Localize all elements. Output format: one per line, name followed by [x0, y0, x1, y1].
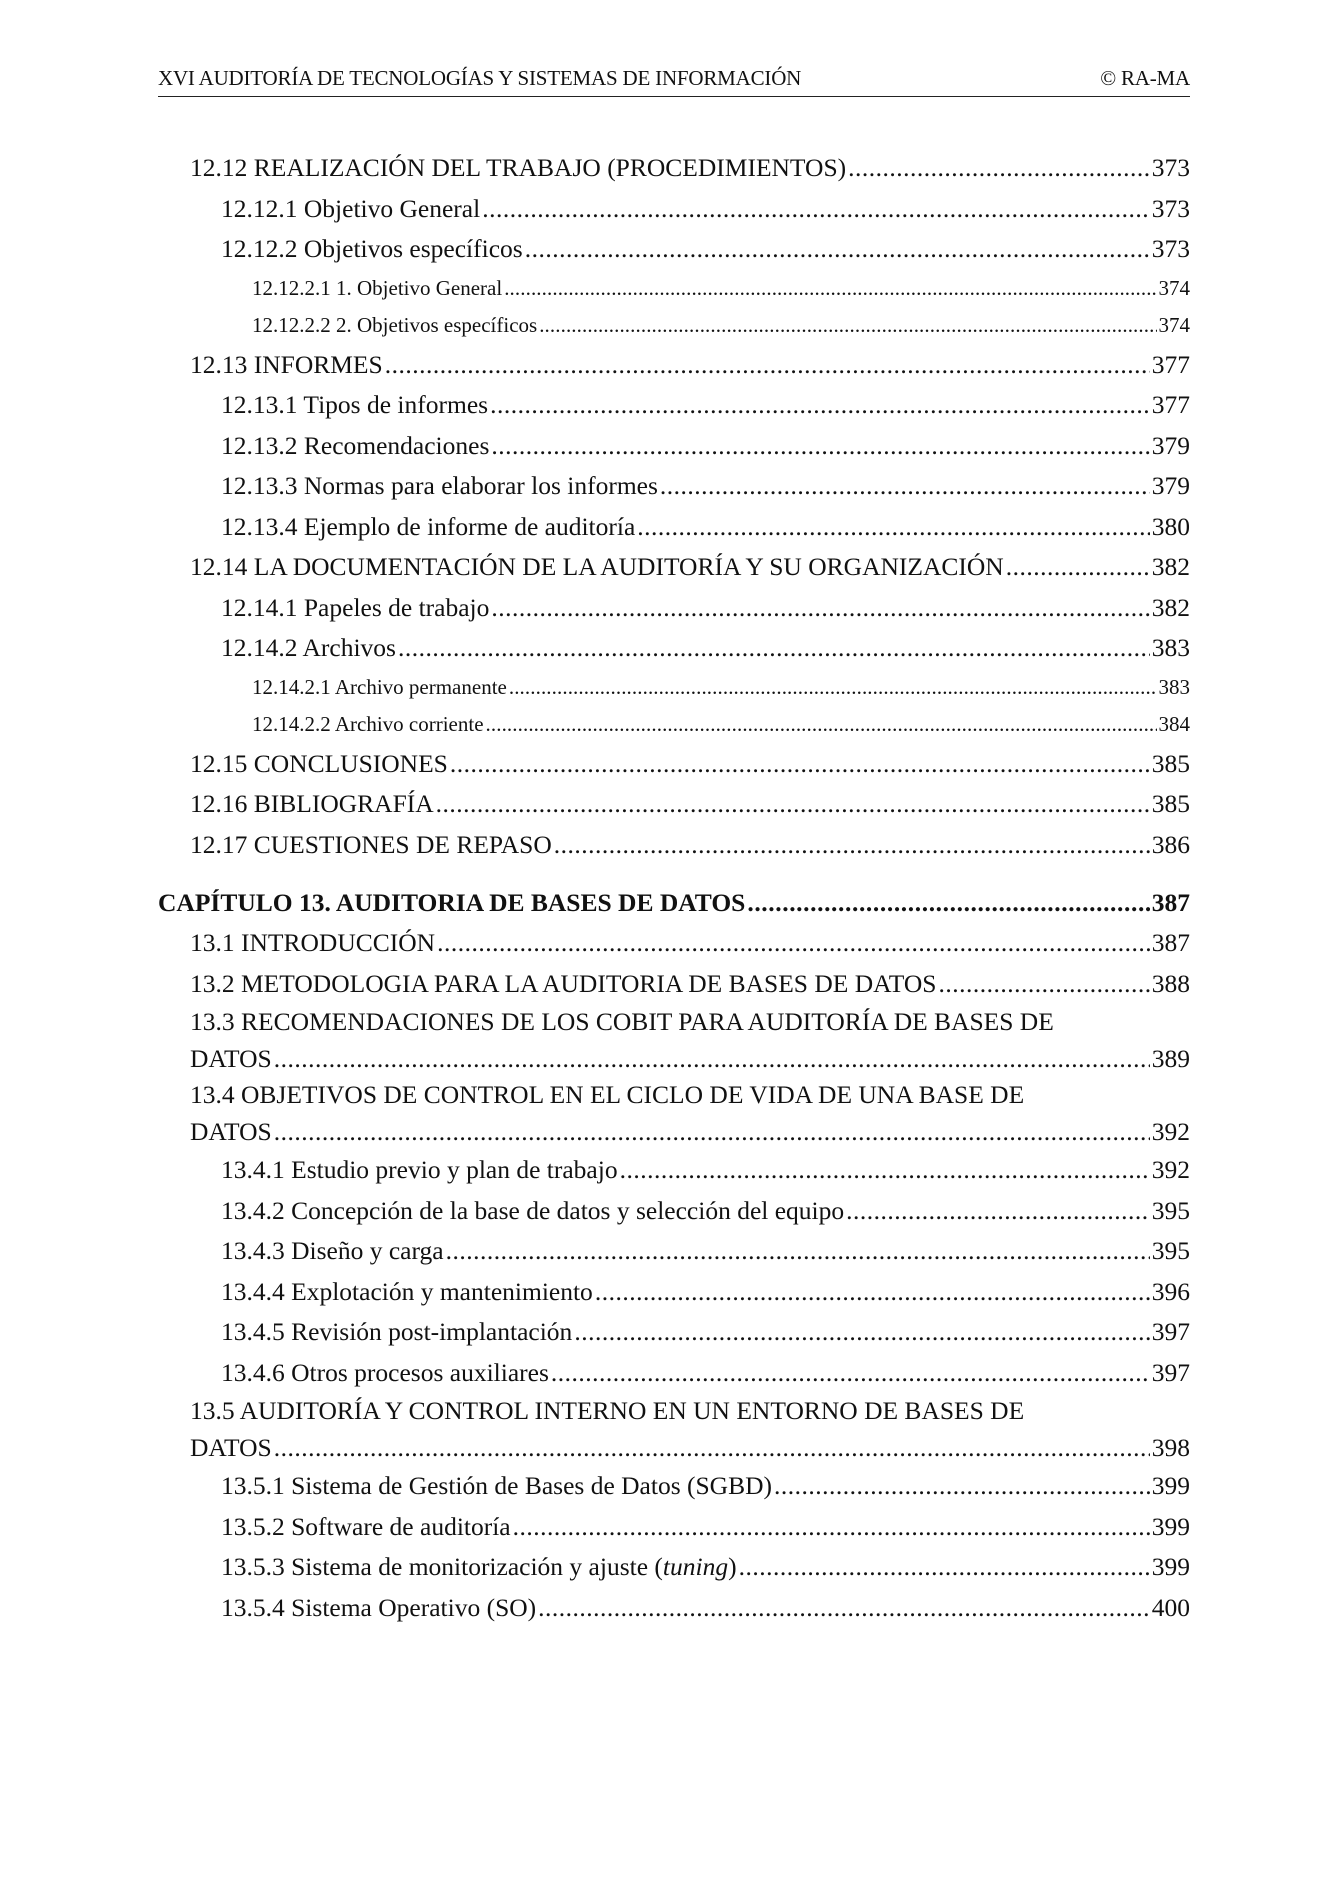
toc-entry-title: 12.15 CONCLUSIONES: [190, 748, 448, 778]
toc-page-number: 395: [1151, 1195, 1190, 1225]
toc-entry-title: 12.14.2.1 Archivo permanente: [252, 674, 507, 699]
toc-entry-title: 12.16 BIBLIOGRAFÍA: [190, 789, 434, 818]
toc-entry-title: 12.14.2 Archivos: [221, 633, 396, 662]
toc-page-number: 396: [1151, 1276, 1190, 1306]
toc-entry-title: 12.13.2 Recomendaciones: [221, 430, 490, 460]
toc-dot-leader: [1006, 547, 1150, 588]
toc-page-number: 377: [1151, 390, 1190, 419]
toc-dot-leader: [574, 1312, 1149, 1353]
header-publisher: © RA-MA: [1100, 66, 1190, 90]
toc-dot-leader: [482, 189, 1150, 230]
toc-page-number: 382: [1151, 592, 1190, 622]
toc-entry-title-line1: 13.3 RECOMENDACIONES DE LOS COBIT PARA AUDITORÍA DE BASES DE: [190, 1007, 1054, 1036]
toc-entry[interactable]: [158, 825, 1190, 866]
toc-entry-line: [221, 1231, 1190, 1272]
toc-dot-leader: [398, 628, 1150, 669]
toc-entry-line: [190, 784, 1190, 825]
toc-entry[interactable]: [158, 1466, 1190, 1507]
toc-entry[interactable]: [158, 1393, 1190, 1466]
toc-page-number: 373: [1151, 234, 1190, 263]
toc-entry[interactable]: [158, 1312, 1190, 1353]
toc-entry-line: [190, 148, 1190, 189]
toc-entry-title-prefix: 13.5.3 Sistema de monitorización y ajuste (: [221, 1552, 663, 1581]
toc-dot-leader: [274, 1114, 1150, 1151]
toc-dot-leader: [551, 1353, 1150, 1394]
toc-page-number: 399: [1151, 1471, 1190, 1500]
toc-entry[interactable]: [158, 1004, 1190, 1077]
toc-entry[interactable]: [158, 385, 1190, 426]
toc-entry[interactable]: [158, 706, 1190, 744]
toc-entry[interactable]: [158, 588, 1190, 629]
toc-dot-leader: [274, 1041, 1150, 1078]
toc-dot-leader: [938, 964, 1149, 1005]
toc-dot-leader: [450, 744, 1150, 785]
toc-entry-title: 13.4.2 Concepción de la base de datos y selección del equipo: [221, 1195, 845, 1225]
toc-entry-line: [221, 1507, 1190, 1548]
toc-dot-leader: [595, 1272, 1150, 1313]
toc-entry-title: DATOS: [190, 1432, 272, 1462]
toc-entry-line: [252, 270, 1190, 308]
toc-entry-title: 12.12.1 Objetivo General: [221, 193, 481, 223]
toc-entry[interactable]: [158, 426, 1190, 467]
toc-dot-leader: [848, 148, 1150, 189]
toc-entry-title: 13.4.5 Revisión post-implantación: [221, 1317, 573, 1346]
toc-entry-line: [190, 825, 1190, 866]
toc-entry-line: [221, 1191, 1190, 1232]
toc-dot-leader: [660, 466, 1150, 507]
toc-entry[interactable]: [158, 270, 1190, 308]
toc-entry-title: 12.13 INFORMES: [190, 349, 383, 379]
toc-page-number: 400: [1151, 1592, 1190, 1622]
toc-dot-leader: [846, 1191, 1150, 1232]
toc-dot-leader: [513, 1507, 1150, 1548]
toc-dot-leader: [491, 588, 1149, 629]
toc-page-number: 374: [1158, 313, 1190, 337]
toc-dot-leader: [774, 1466, 1150, 1507]
toc-page-number: 386: [1151, 829, 1190, 859]
toc-page-number: 397: [1151, 1357, 1190, 1387]
toc-entry[interactable]: [158, 1272, 1190, 1313]
toc-entry[interactable]: [158, 547, 1190, 588]
toc-entry-title: 12.12.2.1 1. Objetivo General: [252, 275, 503, 300]
toc-dot-leader: [486, 706, 1157, 744]
toc-entry[interactable]: [158, 964, 1190, 1005]
toc-entry-title-suffix: ): [728, 1552, 737, 1581]
toc-entry-title: 12.14 LA DOCUMENTACIÓN DE LA AUDITORÍA Y SU ORGANIZACIÓN: [190, 552, 1004, 581]
toc-entry-title: 12.14.1 Papeles de trabajo: [221, 592, 490, 622]
toc-entry-title: 13.2 METODOLOGIA PARA LA AUDITORIA DE BASES DE DATOS: [190, 968, 937, 998]
toc-entry-line: [221, 189, 1190, 230]
header-book-title: XVI AUDITORÍA DE TECNOLOGÍAS Y SISTEMAS DE INFORMACIÓN: [158, 66, 802, 90]
toc-entry-line: [190, 1114, 1190, 1151]
toc-entry[interactable]: [158, 1077, 1190, 1150]
toc-page-number: 399: [1151, 1511, 1190, 1541]
toc-dot-leader: [385, 345, 1150, 386]
toc-entry-line: [190, 744, 1190, 785]
toc-page-number: 383: [1158, 674, 1190, 699]
toc-page-number: 392: [1151, 1116, 1190, 1146]
toc-entry-line: [221, 1466, 1190, 1507]
toc-entry[interactable]: [158, 1191, 1190, 1232]
toc-dot-leader: [491, 426, 1149, 467]
toc-entry-line: [158, 883, 1190, 923]
toc-entry-line: [252, 669, 1190, 707]
toc-page-number: 398: [1151, 1432, 1190, 1462]
toc-entry-title-line1: 13.5 AUDITORÍA Y CONTROL INTERNO EN UN ENTORNO DE BASES DE: [190, 1396, 1025, 1425]
toc-page-number: 385: [1151, 789, 1190, 818]
toc-entry-title: 12.13.3 Normas para elaborar los informes: [221, 471, 658, 500]
toc-page-number: 383: [1151, 633, 1190, 662]
toc-dot-leader: [538, 1588, 1150, 1629]
toc-entry[interactable]: [158, 628, 1190, 669]
toc-entry[interactable]: [158, 669, 1190, 707]
toc-dot-leader: [525, 229, 1150, 270]
toc-entry[interactable]: [158, 1231, 1190, 1272]
toc-page-number: 388: [1151, 968, 1190, 998]
table-of-contents: [158, 148, 1190, 1628]
toc-page-number: 384: [1158, 712, 1190, 736]
toc-entry[interactable]: [158, 1507, 1190, 1548]
toc-entry-line: [221, 1150, 1190, 1191]
toc-entry-title: CAPÍTULO 13. AUDITORIA DE BASES DE DATOS: [158, 888, 746, 917]
toc-page-number: 389: [1151, 1043, 1190, 1073]
toc-page-number: 377: [1151, 349, 1190, 379]
toc-entry-line: [221, 466, 1190, 507]
toc-entry[interactable]: [158, 923, 1190, 964]
toc-entry[interactable]: [158, 229, 1190, 270]
toc-entry-title: 12.17 CUESTIONES DE REPASO: [190, 829, 552, 859]
toc-page-number: 382: [1151, 552, 1190, 581]
toc-entry[interactable]: [158, 345, 1190, 386]
toc-dot-leader: [620, 1150, 1150, 1191]
running-header: [158, 66, 1190, 97]
toc-page-number: 373: [1151, 153, 1190, 182]
toc-entry-line: [221, 385, 1190, 426]
toc-dot-leader: [274, 1430, 1150, 1467]
toc-entry-line: [221, 1312, 1190, 1353]
toc-entry-title-line1: 13.4 OBJETIVOS DE CONTROL EN EL CICLO DE VIDA DE UNA BASE DE: [190, 1080, 1025, 1109]
toc-entry-title: 12.13.1 Tipos de informes: [221, 390, 489, 419]
toc-dot-leader: [554, 825, 1150, 866]
toc-entry-line: [221, 1547, 1190, 1588]
toc-dot-leader: [509, 669, 1157, 707]
toc-page-number: 392: [1151, 1155, 1190, 1184]
toc-dot-leader: [747, 883, 1149, 923]
toc-page-number: 379: [1151, 430, 1190, 460]
toc-entry[interactable]: [158, 507, 1190, 548]
toc-page-number: 373: [1151, 193, 1190, 223]
toc-page-number: 374: [1158, 275, 1190, 300]
toc-entry-line: [221, 507, 1190, 548]
toc-entry[interactable]: [158, 1547, 1190, 1588]
toc-entry-line: [190, 345, 1190, 386]
toc-entry-title: 13.4.1 Estudio previo y plan de trabajo: [221, 1155, 618, 1184]
toc-entry-title: DATOS: [190, 1043, 272, 1073]
toc-page-number: 380: [1151, 511, 1190, 541]
toc-entry-title: DATOS: [190, 1116, 272, 1146]
toc-page-number: 387: [1151, 928, 1190, 957]
toc-entry[interactable]: [158, 744, 1190, 785]
toc-entry-line: [190, 547, 1190, 588]
toc-entry[interactable]: [158, 307, 1190, 345]
toc-entry-line: [221, 1272, 1190, 1313]
toc-entry-title: 13.1 INTRODUCCIÓN: [190, 928, 436, 957]
toc-entry-title: 13.5.4 Sistema Operativo (SO): [221, 1592, 537, 1622]
toc-entry[interactable]: [158, 189, 1190, 230]
toc-entry-line: [252, 706, 1190, 744]
toc-entry-title: 12.14.2.2 Archivo corriente: [252, 712, 484, 736]
toc-page-number: 399: [1151, 1552, 1190, 1581]
toc-chapter-entry[interactable]: [158, 883, 1190, 923]
toc-entry-line: [221, 1588, 1190, 1629]
toc-page-number: 387: [1151, 888, 1190, 917]
toc-entry-title: 12.12.2 Objetivos específicos: [221, 234, 523, 263]
toc-entry[interactable]: [158, 466, 1190, 507]
toc-entry-title: 13.5.1 Sistema de Gestión de Bases de Datos (SGBD): [221, 1471, 773, 1500]
toc-dot-leader: [446, 1231, 1150, 1272]
toc-entry-title: 13.4.4 Explotación y mantenimiento: [221, 1276, 593, 1306]
toc-page-number: 395: [1151, 1236, 1190, 1265]
toc-entry[interactable]: [158, 1353, 1190, 1394]
toc-entry-line: [190, 1041, 1190, 1078]
toc-dot-leader: [739, 1547, 1150, 1588]
toc-entry[interactable]: [158, 1588, 1190, 1629]
toc-entry-title: 12.12.2.2 2. Objetivos específicos: [252, 313, 538, 337]
toc-dot-leader: [539, 307, 1156, 345]
toc-entry[interactable]: [158, 1150, 1190, 1191]
toc-entry-title: [221, 1547, 737, 1588]
toc-entry-line: [190, 1430, 1190, 1467]
toc-entry-title: 12.13.4 Ejemplo de informe de auditoría: [221, 511, 636, 541]
toc-entry-title: 12.12 REALIZACIÓN DEL TRABAJO (PROCEDIMIENTOS): [190, 153, 847, 182]
toc-entry[interactable]: [158, 784, 1190, 825]
toc-entry[interactable]: [158, 148, 1190, 189]
toc-dot-leader: [504, 270, 1156, 308]
toc-entry-line: [252, 307, 1190, 345]
toc-entry-title: 13.5.2 Software de auditoría: [221, 1511, 511, 1541]
toc-entry-line: [190, 923, 1190, 964]
toc-dot-leader: [637, 507, 1149, 548]
toc-entry-line: [190, 964, 1190, 1005]
toc-entry-line: [221, 628, 1190, 669]
toc-dot-leader: [490, 385, 1150, 426]
toc-page-number: 385: [1151, 748, 1190, 778]
toc-entry-line: [221, 588, 1190, 629]
toc-page-number: 397: [1151, 1317, 1190, 1346]
toc-page-number: 379: [1151, 471, 1190, 500]
toc-entry-line: [221, 426, 1190, 467]
toc-entry-line: [221, 229, 1190, 270]
toc-dot-leader: [436, 784, 1150, 825]
toc-entry-title: 13.4.6 Otros procesos auxiliares: [221, 1357, 549, 1387]
toc-entry-title: 13.4.3 Diseño y carga: [221, 1236, 444, 1265]
toc-dot-leader: [437, 923, 1150, 964]
toc-entry-line: [221, 1353, 1190, 1394]
toc-entry-title-italic: tuning: [662, 1552, 729, 1581]
